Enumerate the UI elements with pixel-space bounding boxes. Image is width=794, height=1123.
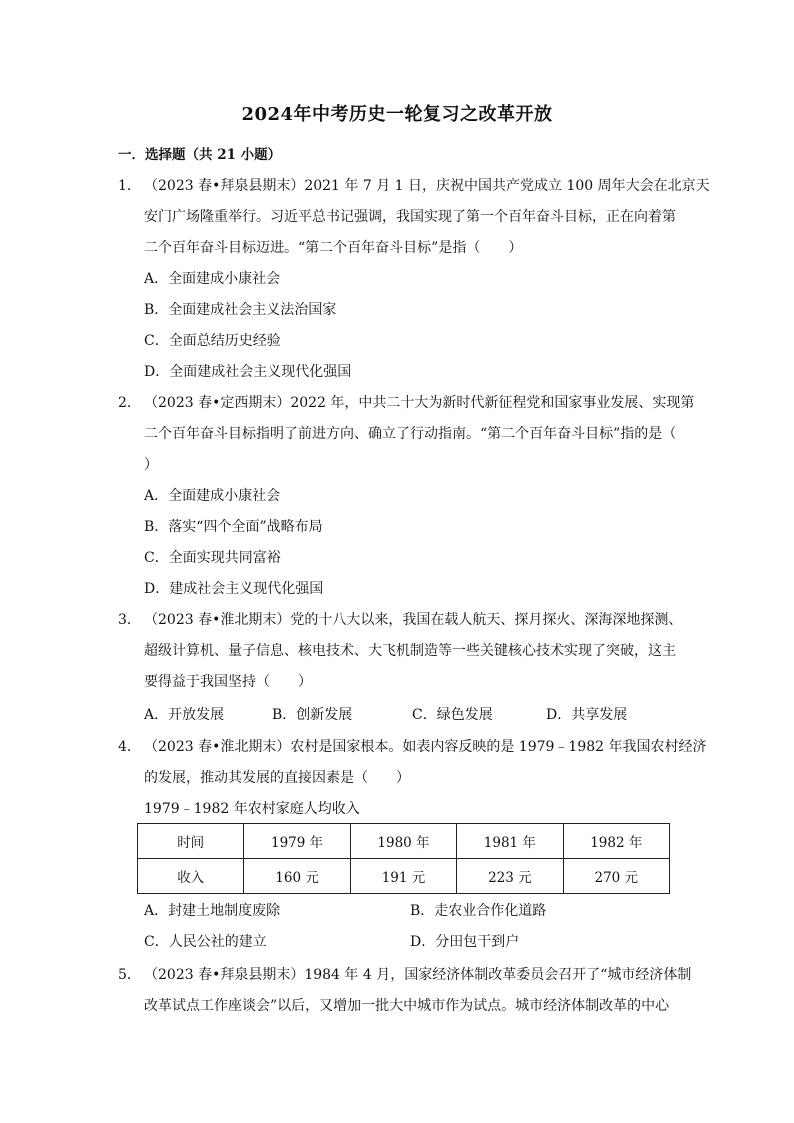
question-5-line-2: 改革试点工作座谈会”以后，又增加一批大中城市作为试点。城市经济体制改革的中心	[144, 998, 670, 1014]
question-1-option-d[interactable]: D．全面建成社会主义现代化强国	[144, 364, 352, 380]
table-cell: 191 元	[350, 859, 456, 894]
question-2-option-c[interactable]: C．全面实现共同富裕	[144, 550, 281, 566]
question-1-line-1: 1． （2023 春•拜泉县期末）2021 年 7 月 1 日，庆祝中国共产党成立 100 周年大会在北京天	[118, 178, 710, 194]
table-row	[138, 859, 670, 894]
question-1-line-2: 安门广场隆重举行。习近平总书记强调，我国实现了第一个百年奋斗目标，正在向着第	[144, 209, 676, 225]
question-5-line-1: 5． （2023 春•拜泉县期末）1984 年 4 月，国家经济体制改革委员会召开了“城市经济体制	[118, 967, 692, 983]
question-4-line-2: 的发展，推动其发展的直接因素是（ ）	[144, 770, 410, 786]
table-cell: 1979 年	[244, 824, 350, 859]
table-row	[138, 824, 670, 859]
question-2-option-a[interactable]: A．全面建成小康社会	[144, 488, 281, 504]
document-title: 2024年中考历史一轮复习之改革开放	[241, 104, 553, 125]
question-number: 4．	[118, 739, 141, 755]
question-1-option-b[interactable]: B．全面建成社会主义法治国家	[144, 302, 337, 318]
question-4-option-d[interactable]: D．分田包干到户	[410, 934, 520, 950]
question-2-line-2: 二个百年奋斗目标指明了前进方向、确立了行动指南。“第二个百年奋斗目标”指的是（	[144, 426, 677, 442]
question-3-option-d[interactable]: D．共享发展	[546, 707, 628, 723]
question-3-line-1: 3． （2023 春•淮北期末）党的十八大以来，我国在载人航天、探月探火、深海深地探测、	[118, 612, 683, 628]
table-caption: 1979﹣1982 年农村家庭人均收入	[144, 801, 360, 817]
table-cell: 收入	[138, 859, 244, 894]
table-cell: 1981 年	[457, 824, 563, 859]
question-number: 1．	[118, 178, 141, 194]
question-3-line-2: 超级计算机、量子信息、核电技术、大飞机制造等一些关键核心技术实现了突破，这主	[144, 643, 676, 659]
question-2-option-b[interactable]: B．落实“四个全面”战略布局	[144, 519, 323, 535]
table-cell: 1980 年	[350, 824, 456, 859]
table-cell: 1982 年	[563, 824, 669, 859]
question-3-options	[144, 705, 644, 725]
question-number: 5．	[118, 967, 141, 983]
question-2-line-1: 2． （2023 春•定西期末）2022 年，中共二十大为新时代新征程党和国家事业发展、实现第	[118, 395, 695, 411]
question-3-option-a[interactable]: A．开放发展	[144, 707, 225, 723]
income-table	[137, 823, 670, 894]
table-cell: 时间	[138, 824, 244, 859]
table-cell: 270 元	[563, 859, 669, 894]
table-cell: 223 元	[457, 859, 563, 894]
question-1-option-a[interactable]: A．全面建成小康社会	[144, 271, 281, 287]
question-1-line-3: 二个百年奋斗目标迈进。“第二个百年奋斗目标”是指（ ）	[144, 240, 523, 256]
section-heading: 一．选择题（共 21 小题）	[118, 147, 282, 163]
question-4-option-a[interactable]: A．封建土地制度废除	[144, 903, 281, 919]
question-4-option-b[interactable]: B．走农业合作化道路	[410, 903, 547, 919]
question-4-options-row-1	[144, 901, 644, 921]
question-3-line-3: 要得益于我国坚持（ ）	[144, 674, 312, 690]
question-2-option-d[interactable]: D．建成社会主义现代化强国	[144, 581, 324, 597]
question-2-line-3: ）	[144, 457, 158, 473]
table-cell: 160 元	[244, 859, 350, 894]
question-number: 2．	[118, 395, 141, 411]
question-4-option-c[interactable]: C．人民公社的建立	[144, 934, 267, 950]
question-3-option-b[interactable]: B．创新发展	[272, 707, 353, 723]
question-4-line-1: 4． （2023 春•淮北期末）农村是国家根本。如表内容反映的是 1979﹣1982 年我国农村经济	[118, 739, 707, 755]
question-4-options-row-2	[144, 932, 644, 952]
question-3-option-c[interactable]: C．绿色发展	[412, 707, 493, 723]
question-1-option-c[interactable]: C．全面总结历史经验	[144, 333, 281, 349]
question-number: 3．	[118, 612, 141, 628]
